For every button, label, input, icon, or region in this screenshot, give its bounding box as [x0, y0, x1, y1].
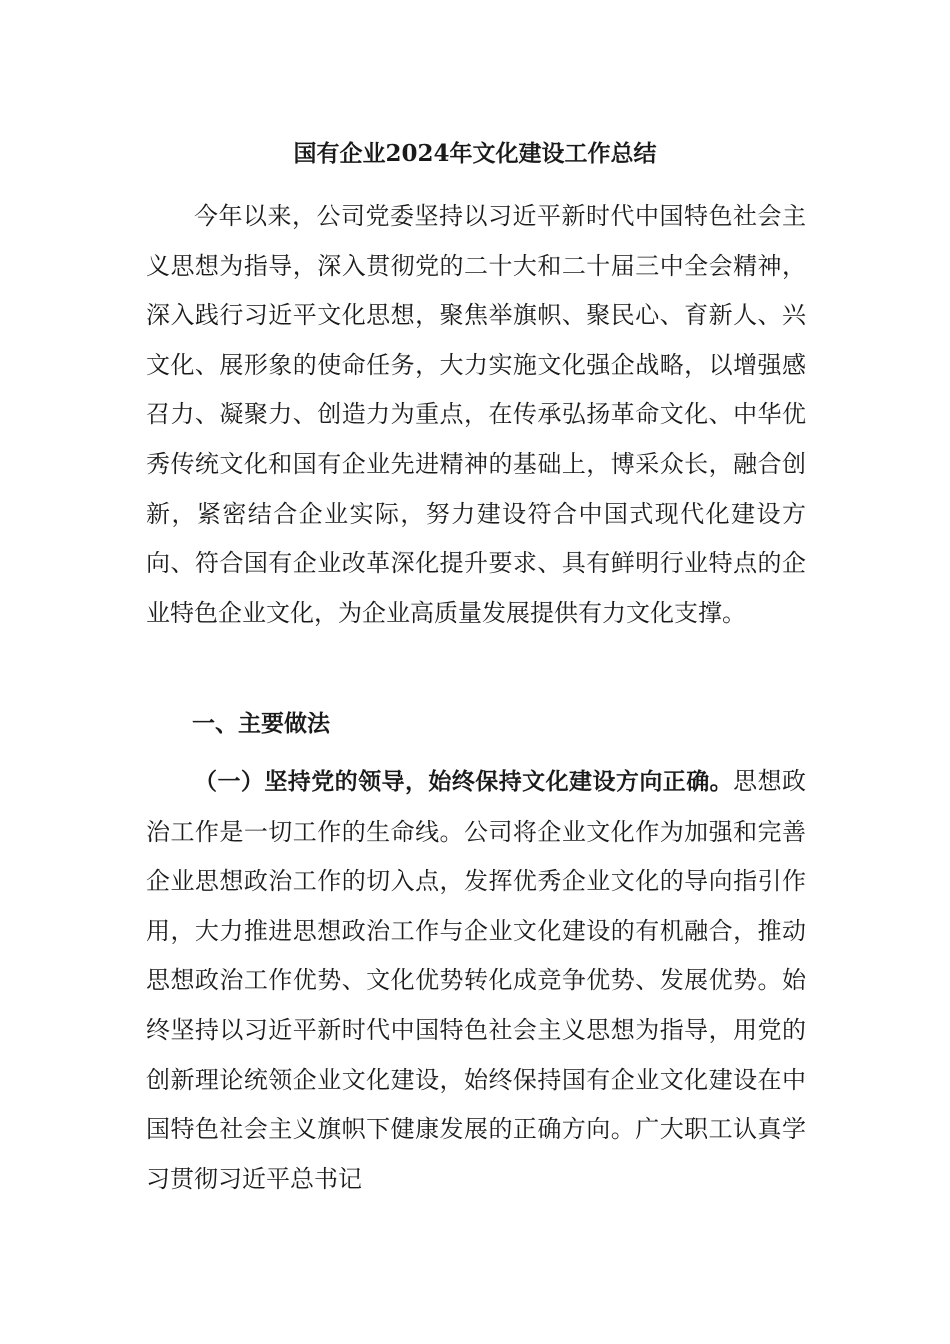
subsection-1-body: 思想政治工作是一切工作的生命线。公司将企业文化作为加强和完善企业思想政治工作的切入点，发挥优秀企业文化的导向指引作用，大力推进思想政治工作与企业文化建设的有机融合，推动思想政治工作优势、文化优势转化成竞争优势、发展优势。始终坚持以习近平新时代中国特色社会主义思想为指导，用党的创新理论统领企业文化建设，始终保持国有企业文化建设在中国特色社会主义旗帜下健康发展的正确方向。广大职工认真学习贯彻习近平总书记	[146, 767, 807, 1193]
document-title: 国有企业2024年文化建设工作总结	[293, 140, 657, 167]
intro-paragraph: 今年以来，公司党委坚持以习近平新时代中国特色社会主义思想为指导，深入贯彻党的二十大和二十届三中全会精神，深入践行习近平文化思想，聚焦举旗帜、聚民心、育新人、兴文化、展形象的使命任务，大力实施文化强企战略，以增强感召力、凝聚力、创造力为重点，在传承弘扬革命文化、中华优秀传统文化和国有企业先进精神的基础上，博采众长，融合创新，紧密结合企业实际，努力建设符合中国式现代化建设方向、符合国有企业改革深化提升要求、具有鲜明行业特点的企业特色企业文化，为企业高质量发展提供有力文化支撑。	[146, 202, 806, 627]
section-heading-main-practices: 一、主要做法	[192, 711, 330, 737]
subsection-1-lead: （一）坚持党的领导，始终保持文化建设方向正确。	[194, 769, 734, 795]
subsection-1-paragraph	[146, 757, 806, 1204]
